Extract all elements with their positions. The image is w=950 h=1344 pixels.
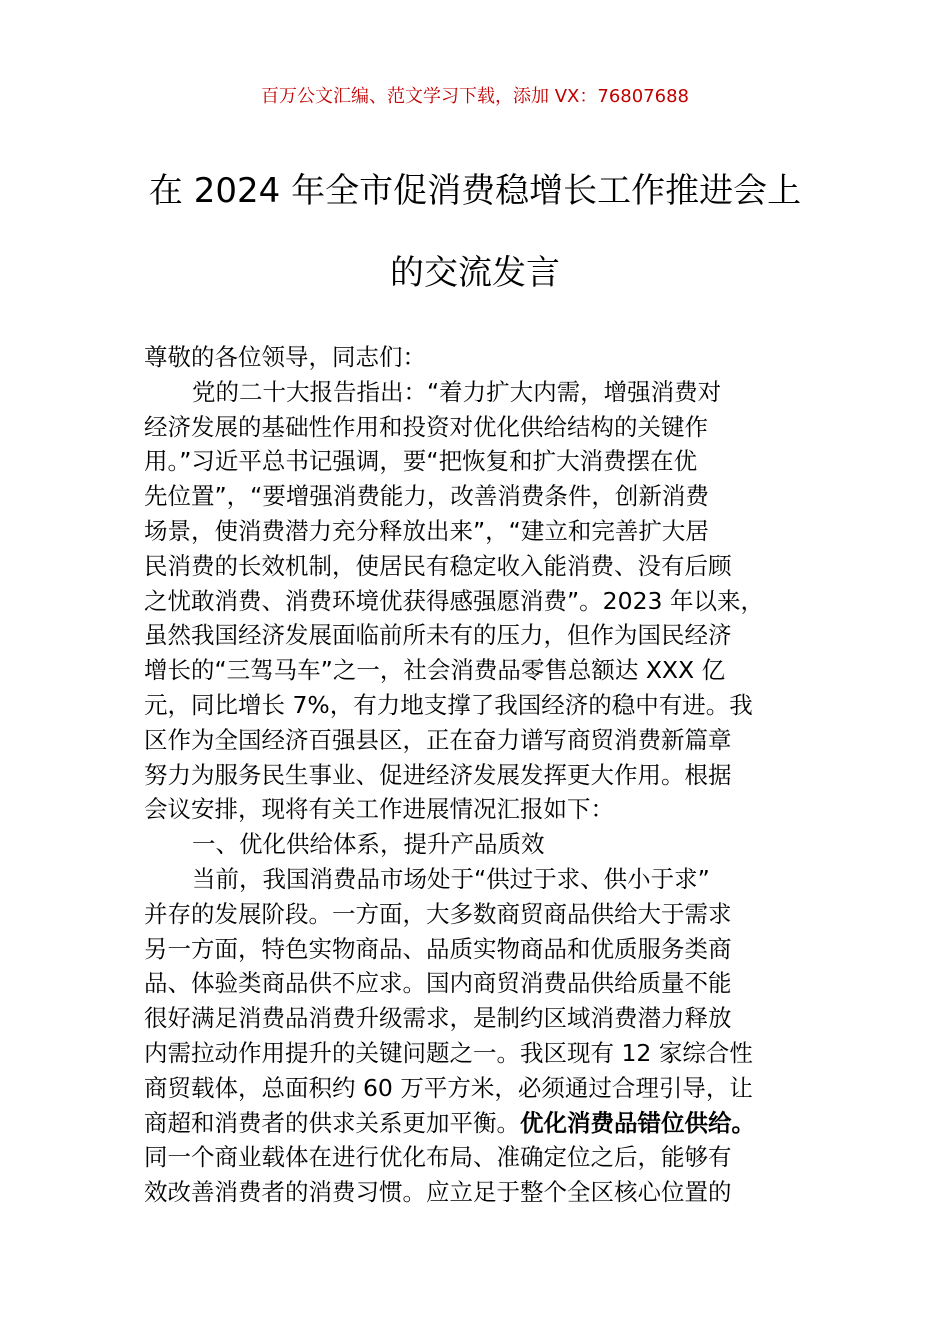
section-heading: 一、优化供给体系，提升产品质效 [192, 830, 545, 859]
body-line: 内需拉动作用提升的关键问题之一。我区现有 12 家综合性 [144, 1038, 753, 1067]
header-banner: 百万公文汇编、范文学习下载，添加 VX：76807688 [261, 86, 689, 107]
body-line: 先位置”，“要增强消费能力，改善消费条件，创新消费 [144, 482, 709, 511]
title-line-1: 在 2024 年全市促消费稳增长工作推进会上 [148, 171, 802, 211]
salutation: 尊敬的各位领导，同志们： [144, 343, 426, 371]
body-line: 品、体验类商品供不应求。国内商贸消费品供给质量不能 [144, 969, 732, 998]
body-line: 商贸载体，总面积约 60 万平方米，必须通过合理引导，让 [144, 1073, 753, 1102]
body-line: 区作为全国经济百强县区，正在奋力谱写商贸消费新篇章 [144, 725, 732, 754]
body-line: 增长的“三驾马车”之一，社会消费品零售总额达 XXX 亿 [144, 656, 726, 685]
body-line: 元，同比增长 7%，有力地支撑了我国经济的稳中有进。我 [144, 690, 753, 719]
body-line: 经济发展的基础性作用和投资对优化供给结构的关键作 [144, 412, 708, 441]
body-line: 用。”习近平总书记强调，要“把恢复和扩大消费摆在优 [144, 447, 698, 476]
body-line: 另一方面，特色实物商品、品质实物商品和优质服务类商 [144, 934, 732, 963]
document-body [144, 340, 824, 1210]
body-line: 虽然我国经济发展面临前所未有的压力，但作为国民经济 [144, 621, 732, 650]
body-line: 之忧敢消费、消费环境优获得感强愿消费”。2023 年以来， [144, 586, 764, 615]
body-line: 场景，使消费潜力充分释放出来”，“建立和完善扩大居 [144, 516, 709, 545]
body-line: 当前，我国消费品市场处于“供过于求、供小于求” [192, 864, 710, 893]
body-line-regular-part: 商超和消费者的供求关系更加平衡。 [144, 1108, 520, 1137]
body-line: 会议安排，现将有关工作进展情况汇报如下： [144, 795, 614, 824]
body-line-mixed [144, 1106, 824, 1141]
body-line: 效改善消费者的消费习惯。应立足于整个全区核心位置的 [144, 1178, 732, 1207]
body-line: 并存的发展阶段。一方面，大多数商贸商品供给大于需求 [144, 899, 732, 928]
bold-subheading: 优化消费品错位供给。 [520, 1108, 755, 1137]
title-line-2: 的交流发言 [390, 253, 560, 293]
body-line: 党的二十大报告指出：“着力扩大内需，增强消费对 [192, 377, 722, 406]
body-line: 很好满足消费品消费升级需求，是制约区域消费潜力释放 [144, 1004, 732, 1033]
document-title [120, 150, 830, 314]
body-line: 民消费的长效机制，使居民有稳定收入能消费、没有后顾 [144, 551, 732, 580]
body-line: 努力为服务民生事业、促进经济发展发挥更大作用。根据 [144, 760, 732, 789]
body-line: 同一个商业载体在进行优化布局、准确定位之后，能够有 [144, 1143, 732, 1172]
